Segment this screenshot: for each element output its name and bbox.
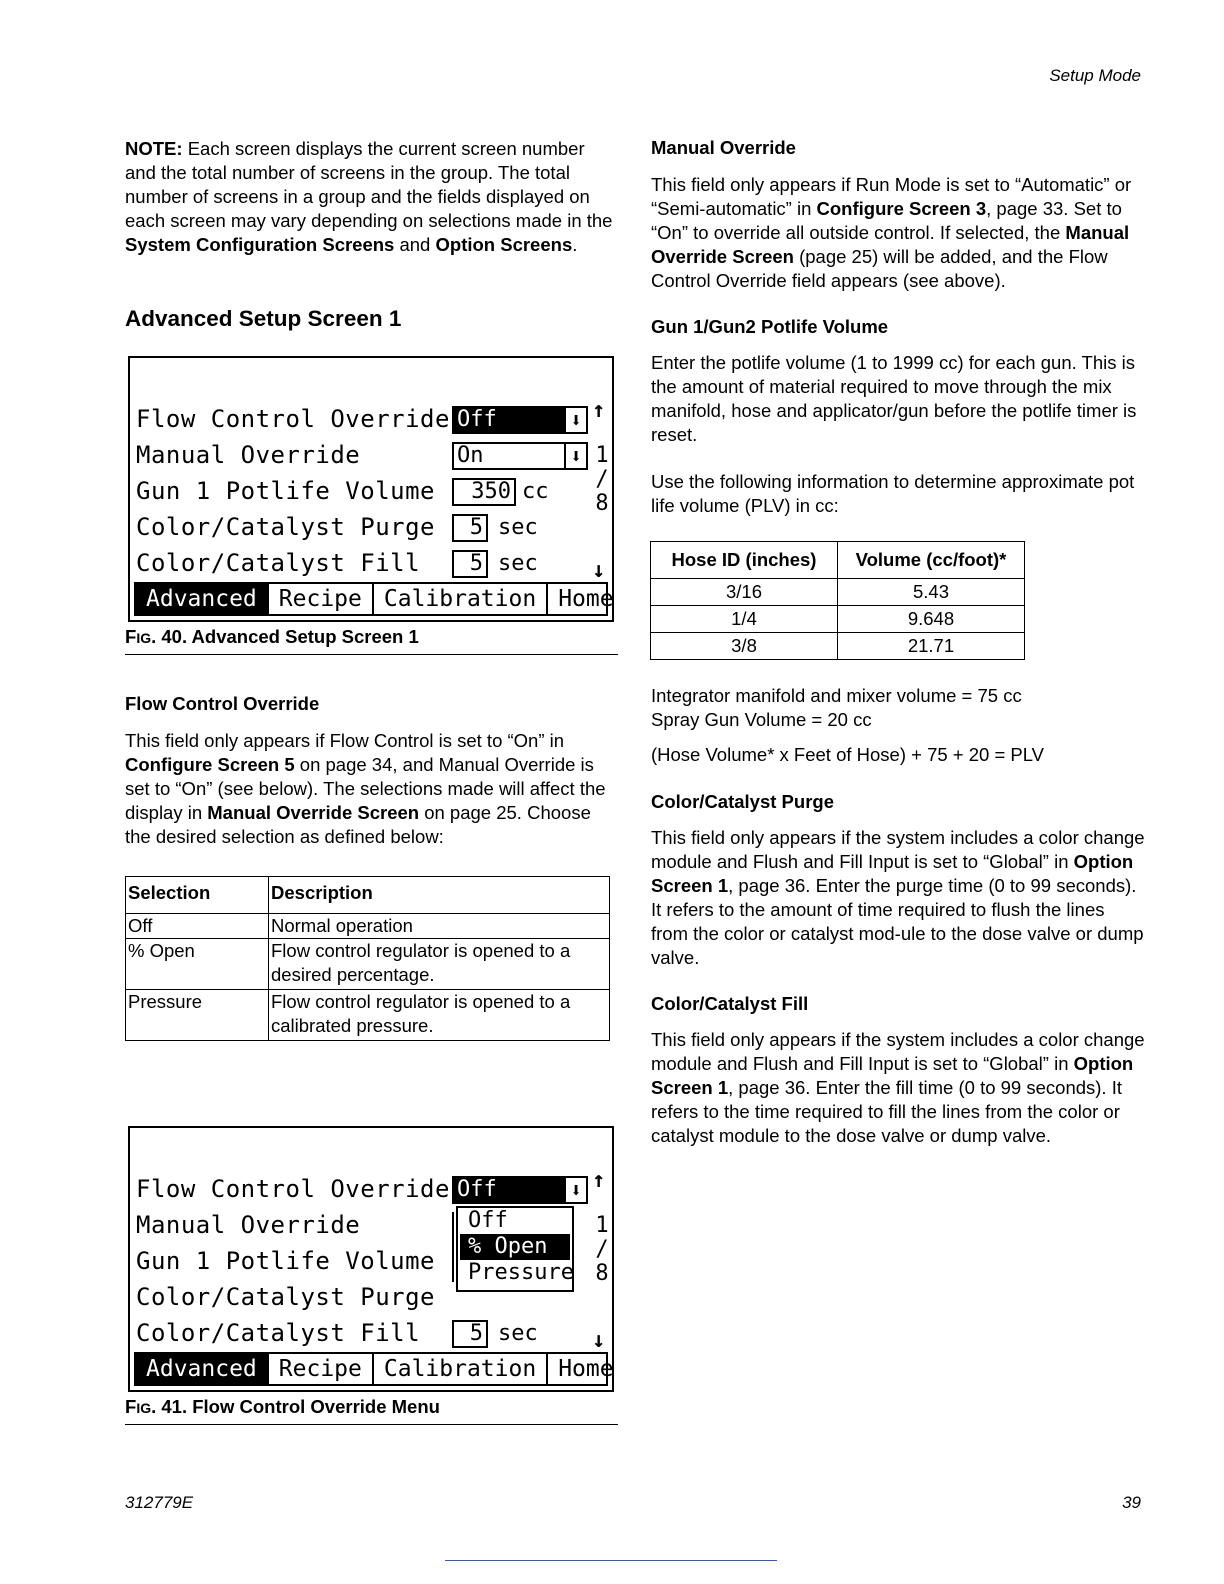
table-header: Hose ID (inches) [651,542,838,579]
tab-calibration[interactable]: Calibration [374,584,548,614]
spray-gun-volume-line: Spray Gun Volume = 20 cc [651,709,872,730]
page-number: 39 [1122,1493,1141,1512]
table-row [126,914,610,939]
tab-home[interactable]: Home [558,1356,614,1382]
potlife-heading: Gun 1/Gun2 Potlife Volume [651,316,889,337]
row-color-catalyst-purge: Color/Catalyst Purge [136,513,435,541]
covered-field-edge [452,1212,454,1282]
table-cell: Normal operation [269,914,610,939]
table-header: Volume (cc/foot)* [838,542,1025,579]
row-color-catalyst-fill: Color/Catalyst Fill [136,1319,421,1347]
table-cell: 1/4 [651,606,838,633]
tab-home[interactable]: Home [558,586,614,612]
hose-volume-table [650,541,1025,660]
advanced-setup-heading: Advanced Setup Screen 1 [125,306,402,331]
fill-unit: sec [498,1321,538,1346]
tab-recipe[interactable]: Recipe [269,584,374,614]
dropdown-arrow-icon: ⬇ [564,444,586,468]
lcd-flow-control-menu-screen [128,1126,614,1392]
divider [125,654,618,655]
flow-control-options-menu [456,1206,574,1292]
scroll-down-icon[interactable]: ↓ [592,1328,606,1353]
fill-time-input[interactable]: 5 [452,1320,488,1348]
note-bold-1: System Configuration Screens [125,234,395,255]
note-text-2: and [394,234,436,255]
page-current: 1 [595,443,609,468]
page-indicator [592,1214,612,1286]
selection-table [125,876,610,1041]
purge-heading: Color/Catalyst Purge [651,791,834,812]
dropdown-arrow-icon: ⬇ [564,1178,586,1202]
note-label: NOTE: [125,138,183,159]
table-row [651,579,1025,606]
dropdown-arrow-icon: ⬇ [564,408,586,432]
menu-option-off[interactable]: Off [468,1208,508,1233]
divider [125,1424,618,1425]
scroll-up-icon[interactable]: ↑ [592,398,606,423]
purge-time-input[interactable]: 5 [452,514,488,542]
table-cell: 21.71 [838,633,1025,660]
tab-advanced[interactable]: Advanced [136,1354,269,1384]
tab-recipe[interactable]: Recipe [269,1354,374,1384]
row-flow-control-override: Flow Control Override [136,405,450,433]
page-total: 8 [595,491,609,516]
table-cell: 5.43 [838,579,1025,606]
menu-option-pressure[interactable]: Pressure [468,1260,574,1285]
note-paragraph [125,137,615,257]
flow-control-override-dropdown[interactable] [452,406,588,434]
menu-option-percent-open[interactable]: % Open [460,1234,570,1260]
scroll-down-icon[interactable]: ↓ [592,558,606,583]
flow-control-paragraph: This field only appears if Flow Control is set to “On” in Configure Screen 5 on page 34, and Manual Override is set to “On” (see below). The selections made will affect the display in Manual Override Screen on page 25. Choose the desired selection as defined below: [125,730,606,847]
table-row [126,939,610,990]
table-cell: 3/16 [651,579,838,606]
manual-override-paragraph: This field only appears if Run Mode is set to “Automatic” or “Semi-automatic” in Configure Screen 3, page 33. Set to “On” to override all outside control. If selected, the Manual Override Screen (page 25) will be added, and the Flow Control Override field appears (see above). [651,174,1132,291]
table-cell: 9.648 [838,606,1025,633]
manifold-volume-line: Integrator manifold and mixer volume = 75 cc [651,685,1022,706]
tab-calibration[interactable]: Calibration [374,1354,548,1384]
fill-time-input[interactable]: 5 [452,550,488,578]
scroll-up-icon[interactable]: ↑ [592,1168,606,1193]
row-gun1-potlife-volume: Gun 1 Potlife Volume [136,477,435,505]
document-number: 312779E [125,1493,194,1512]
page-separator: / [595,1237,609,1262]
row-flow-control-override: Flow Control Override [136,1175,450,1203]
screen-tab-bar [134,582,614,616]
note-bold-2: Option Screens [435,234,573,255]
table-header: Description [269,877,610,914]
table-cell: Pressure [126,990,269,1041]
plv-formula: (Hose Volume* x Feet of Hose) + 75 + 20 = PLV [651,744,1044,765]
table-cell: Off [126,914,269,939]
table-row [126,990,610,1041]
page-total: 8 [595,1261,609,1286]
manual-override-heading: Manual Override [651,137,796,158]
row-manual-override: Manual Override [136,441,361,469]
row-manual-override: Manual Override [136,1211,361,1239]
lcd-advanced-setup-screen [128,356,614,622]
manual-override-dropdown[interactable] [452,442,588,470]
purge-unit: sec [498,515,538,540]
table-cell: Flow control regulator is opened to a desired percentage. [269,939,610,990]
fill-paragraph: This field only appears if the system includes a color change module and Flush and Fill Input is set to “Global” in Option Screen 1, page 36. Enter the fill time (0 to 99 seconds). It refers to the time required to fill the lines from the color or catalyst module to the dose valve or dump valve. [651,1029,1145,1146]
manual-override-value: On [457,443,484,468]
table-cell: % Open [126,939,269,990]
fill-unit: sec [498,551,538,576]
row-gun1-potlife-volume: Gun 1 Potlife Volume [136,1247,435,1275]
potlife-volume-input[interactable]: 350 [452,478,516,506]
note-text-1: Each screen displays the current screen number and the total number of screens in the group. The total number of screens in a group and the fields displayed on each screen may vary depending on selections made in the [125,138,613,231]
page-separator: / [595,467,609,492]
table-cell: 3/8 [651,633,838,660]
tab-advanced[interactable]: Advanced [136,584,269,614]
row-color-catalyst-fill: Color/Catalyst Fill [136,549,421,577]
table-cell: Flow control regulator is opened to a calibrated pressure. [269,990,610,1041]
page-current: 1 [595,1213,609,1238]
figure-40-caption: FIG. 40. Advanced Setup Screen 1 [125,626,419,647]
table-header-row [126,877,610,914]
table-row [651,606,1025,633]
potlife-unit: cc [522,479,549,504]
table-row [651,633,1025,660]
page-indicator [592,444,612,516]
running-header: Setup Mode [1049,66,1141,85]
screen-tab-bar [134,1352,614,1386]
table-header: Selection [126,877,269,914]
purge-paragraph: This field only appears if the system includes a color change module and Flush and Fill Input is set to “Global” in Option Screen 1, page 36. Enter the purge time (0 to 99 seconds). It refers to the amount of time required to flush the lines from the color or catalyst mod-ule to the dose valve or dump valve. [651,827,1145,968]
flow-control-override-dropdown[interactable] [452,1176,588,1204]
fill-heading: Color/Catalyst Fill [651,993,809,1014]
row-color-catalyst-purge: Color/Catalyst Purge [136,1283,435,1311]
flow-control-heading: Flow Control Override [125,693,320,714]
potlife-paragraph-1: Enter the potlife volume (1 to 1999 cc) for each gun. This is the amount of material required to move through the mix manifold, hose and applicator/gun before the potlife timer is reset. [651,352,1137,445]
note-text-3: . [572,234,578,255]
table-header-row [651,542,1025,579]
flow-control-value: Off [457,1177,497,1202]
flow-control-value: Off [457,407,497,432]
potlife-paragraph-2: Use the following information to determine approximate pot life volume (PLV) in cc: [651,471,1135,516]
bottom-link-line [445,1560,777,1561]
figure-41-caption: FIG. 41. Flow Control Override Menu [125,1396,440,1417]
